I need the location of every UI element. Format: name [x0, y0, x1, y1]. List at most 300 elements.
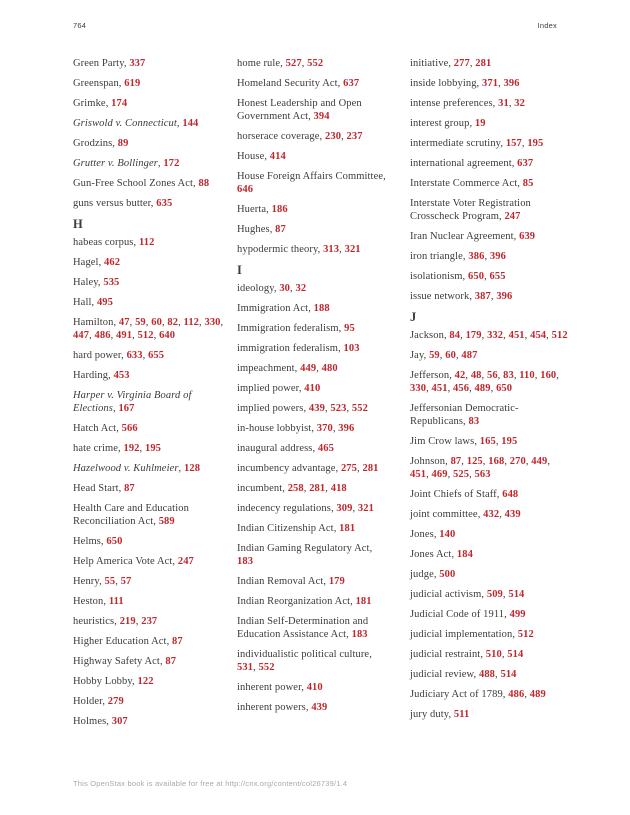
index-entry: Jeffersonian Democratic-Republicans, 83 [410, 403, 519, 427]
index-term: Indian Reorganization Act [237, 596, 351, 607]
page-ref: 59 [135, 317, 146, 328]
index-term: judicial activism [410, 589, 482, 600]
index-term: inside lobbying [410, 78, 477, 89]
index-entry: Jones, 140 [410, 529, 456, 540]
page-ref: 449 [531, 456, 548, 467]
index-entry: Hamilton, 47, 59, 60, 82, 112, 330, 447, 486, 491, 512, 640 [73, 317, 224, 341]
index-term: issue network [410, 291, 470, 302]
page-ref: 281 [475, 58, 492, 69]
running-head-title: Index [537, 21, 557, 30]
index-term: Hughes [237, 224, 270, 235]
section-letter: H [73, 217, 83, 231]
page-ref: 275 [340, 463, 358, 474]
index-column [237, 57, 387, 721]
page-ref: 186 [271, 204, 288, 215]
page-ref: 486 [508, 689, 525, 700]
index-term: Green Party [73, 58, 124, 69]
index-term: Griswold v. Connecticut [73, 118, 177, 129]
page-ref: 110 [519, 370, 535, 381]
index-term: Hatch Act [73, 423, 117, 434]
page-ref: 439 [308, 403, 325, 414]
index-term: Huerta [237, 204, 267, 215]
index-entry: Grutter v. Bollinger, 172 [73, 158, 180, 169]
page-ref: 491 [116, 330, 133, 341]
index-term: Jim Crow laws [410, 436, 475, 447]
index-entry: joint committee, 432, 439 [410, 509, 521, 520]
index-entry: international agreement, 637 [410, 158, 534, 169]
index-term: Highway Safety Act [73, 656, 160, 667]
index-entry: Grodzins, 89 [73, 138, 129, 149]
page-ref: 462 [104, 257, 121, 268]
page-ref: 179 [465, 330, 482, 341]
index-term: Gun-Free School Zones Act [73, 178, 194, 189]
page-ref: 85 [522, 178, 534, 189]
page-ref: 181 [339, 523, 356, 534]
index-entry: Jim Crow laws, 165, 195 [410, 436, 518, 447]
page-ref: 527 [285, 58, 302, 69]
page-ref: 55 [104, 576, 116, 587]
index-term: inherent power [237, 682, 302, 693]
page-ref: 48 [470, 370, 482, 381]
page-ref: 32 [295, 283, 307, 294]
index-term: Hazelwood v. Kuhlmeier [73, 463, 179, 474]
index-term: Holder [73, 696, 103, 707]
index-term: international agreement [410, 158, 512, 169]
section-letter: J [410, 310, 417, 324]
page-ref: 195 [501, 436, 518, 447]
page-ref: 59 [429, 350, 440, 361]
index-term: in-house lobbyist [237, 423, 312, 434]
page-ref: 181 [355, 596, 372, 607]
page-ref: 439 [311, 702, 328, 713]
index-entry: Harding, 453 [73, 370, 130, 381]
page-ref: 512 [551, 330, 568, 341]
page-ref: 387 [474, 291, 491, 302]
page-ref: 184 [456, 549, 473, 560]
page-ref: 451 [508, 330, 525, 341]
index-entry: Homeland Security Act, 637 [237, 78, 360, 89]
page-ref: 307 [111, 716, 128, 727]
index-entry: implied powers, 439, 523, 552 [237, 403, 368, 414]
index-term: implied power [237, 383, 299, 394]
index-term: Haley [73, 277, 98, 288]
index-entry: individualistic political culture, 531, 552 [237, 649, 372, 673]
page-ref: 650 [468, 271, 485, 282]
page-ref: 451 [431, 383, 448, 394]
index-term: horserace coverage [237, 131, 320, 142]
index-entry: issue network, 387, 396 [410, 291, 513, 302]
page-ref: 432 [483, 509, 500, 520]
page-ref: 394 [313, 111, 330, 122]
page-ref: 337 [129, 58, 146, 69]
index-entry: jury duty, 511 [410, 709, 470, 720]
page-ref: 619 [124, 78, 141, 89]
index-entry: Interstate Commerce Act, 85 [410, 178, 534, 189]
page-ref: 165 [479, 436, 496, 447]
page-ref: 87 [165, 656, 177, 667]
index-entry: Grimke, 174 [73, 98, 128, 109]
index-entry: Judicial Code of 1911, 499 [410, 609, 526, 620]
index-term: intense preferences [410, 98, 493, 109]
page-ref: 84 [449, 330, 461, 341]
page-ref: 552 [307, 58, 324, 69]
index-term: inherent powers [237, 702, 306, 713]
index-term: Immigration Act [237, 303, 309, 314]
index-entry: Hatch Act, 566 [73, 423, 138, 434]
page-ref: 510 [485, 649, 502, 660]
page-ref: 188 [313, 303, 330, 314]
page-ref: 370 [316, 423, 333, 434]
page-ref: 313 [323, 244, 340, 255]
page-ref: 172 [163, 158, 180, 169]
page-ref: 552 [351, 403, 368, 414]
index-entry: incumbent, 258, 281, 418 [237, 483, 347, 494]
page-ref: 183 [237, 556, 254, 567]
index-entry: Highway Safety Act, 87 [73, 656, 177, 667]
page-ref: 57 [120, 576, 132, 587]
page-ref: 87 [172, 636, 183, 647]
page-ref: 247 [177, 556, 194, 567]
page-ref: 95 [344, 323, 355, 334]
page-ref: 82 [167, 317, 179, 328]
index-term: Interstate Commerce Act [410, 178, 518, 189]
page-ref: 167 [118, 403, 135, 414]
index-entry: Johnson, 87, 125, 168, 270, 449, 451, 469, 525, 563 [410, 456, 551, 480]
page-ref: 486 [94, 330, 111, 341]
page-ref: 396 [489, 251, 506, 262]
index-entry: judicial review, 488, 514 [410, 669, 517, 680]
index-entry: Immigration Act, 188 [237, 303, 330, 314]
index-term: habeas corpus [73, 237, 134, 248]
index-entry: Judiciary Act of 1789, 486, 489 [410, 689, 546, 700]
index-entry: Holder, 279 [73, 696, 124, 707]
index-entry: incumbency advantage, 275, 281 [237, 463, 379, 474]
index-entry: guns versus butter, 635 [73, 198, 173, 209]
index-entry: Immigration federalism, 95 [237, 323, 355, 334]
index-term: guns versus butter [73, 198, 151, 209]
page-ref: 418 [330, 483, 347, 494]
page-ref: 552 [258, 662, 275, 673]
page-ref: 566 [121, 423, 138, 434]
index-entry: House Foreign Affairs Committee, 646 [237, 171, 386, 195]
index-term: Hobby Lobby [73, 676, 133, 687]
page-ref: 30 [279, 283, 291, 294]
index-entry: Jackson, 84, 179, 332, 451, 454, 512 [410, 330, 568, 341]
index-term: individualistic political culture [237, 649, 370, 660]
index-entry: Jefferson, 42, 48, 56, 83, 110, 160, 330, 451, 456, 489, 650 [410, 370, 560, 394]
page-ref: 157 [505, 138, 522, 149]
page-ref: 321 [357, 503, 374, 514]
page-ref: 449 [300, 363, 317, 374]
index-term: Jefferson [410, 370, 450, 381]
index-term: home rule [237, 58, 281, 69]
page-ref: 386 [468, 251, 485, 262]
page-ref: 88 [198, 178, 210, 189]
index-term: Jackson [410, 330, 444, 341]
page-ref: 525 [453, 469, 470, 480]
page-ref: 330 [410, 383, 427, 394]
index-entry: Indian Self-Determination and Education Assistance Act, 183 [237, 616, 369, 640]
page-ref: 111 [108, 596, 124, 607]
page-ref: 639 [519, 231, 536, 242]
index-entry: Hobby Lobby, 122 [73, 676, 154, 687]
index-term: Indian Gaming Regulatory Act [237, 543, 370, 554]
index-entry: horserace coverage, 230, 237 [237, 131, 363, 142]
index-term: indecency regulations [237, 503, 331, 514]
index-entry: hypodermic theory, 313, 321 [237, 244, 361, 255]
page-ref: 281 [362, 463, 379, 474]
index-term: Grodzins [73, 138, 113, 149]
page-ref: 128 [184, 463, 201, 474]
index-entry: Gun-Free School Zones Act, 88 [73, 178, 210, 189]
index-entry: Holmes, 307 [73, 716, 128, 727]
index-column [73, 57, 225, 735]
index-entry: judicial restraint, 510, 514 [410, 649, 524, 660]
page-ref: 465 [317, 443, 334, 454]
index-entry: Haley, 535 [73, 277, 120, 288]
page-ref: 640 [159, 330, 176, 341]
index-term: Judiciary Act of 1789 [410, 689, 503, 700]
page-ref: 60 [445, 350, 456, 361]
page-ref: 655 [148, 350, 165, 361]
page-ref: 396 [496, 291, 513, 302]
index-entry: Hughes, 87 [237, 224, 286, 235]
page-ref: 112 [138, 237, 155, 248]
index-term: impeachment [237, 363, 295, 374]
index-entry: Indian Gaming Regulatory Act, 183 [237, 543, 373, 567]
page-ref: 514 [507, 649, 524, 660]
page-ref: 480 [321, 363, 338, 374]
index-entry: home rule, 527, 552 [237, 58, 324, 69]
index-entry: judicial implementation, 512 [410, 629, 534, 640]
index-term: Helms [73, 536, 101, 547]
index-entry: inaugural address, 465 [237, 443, 334, 454]
index-term: Holmes [73, 716, 107, 727]
index-entry: Hagel, 462 [73, 257, 121, 268]
index-entry: inherent power, 410 [237, 682, 323, 693]
index-entry: habeas corpus, 112 [73, 237, 155, 248]
page-ref: 32 [514, 98, 525, 109]
index-term: Johnson [410, 456, 446, 467]
page-ref: 42 [454, 370, 466, 381]
page-ref: 237 [141, 616, 158, 627]
page-ref: 489 [474, 383, 491, 394]
index-entry: Green Party, 337 [73, 58, 146, 69]
page-ref: 637 [343, 78, 360, 89]
page-ref: 650 [496, 383, 513, 394]
index-term: Jones Act [410, 549, 452, 560]
index-term: immigration federalism [237, 343, 339, 354]
page-ref: 144 [182, 118, 199, 129]
index-entry: Help America Vote Act, 247 [73, 556, 194, 567]
index-term: judicial implementation [410, 629, 513, 640]
page-ref: 410 [304, 383, 321, 394]
index-term: Interstate Voter Registration Crosscheck Program [410, 198, 531, 222]
page-ref: 89 [117, 138, 129, 149]
index-entry: Interstate Voter Registration Crosscheck Program, 247 [410, 198, 531, 222]
page-ref: 47 [118, 317, 130, 328]
index-term: iron triangle [410, 251, 463, 262]
index-entry: intense preferences, 31, 32 [410, 98, 525, 109]
index-term: joint committee [410, 509, 478, 520]
page-ref: 499 [509, 609, 526, 620]
page-ref: 509 [486, 589, 503, 600]
index-term: isolationism [410, 271, 463, 282]
page-ref: 125 [466, 456, 483, 467]
page-ref: 279 [107, 696, 124, 707]
page-ref: 635 [156, 198, 173, 209]
page-ref: 112 [183, 317, 200, 328]
index-term: judicial restraint [410, 649, 481, 660]
index-entry: judge, 500 [410, 569, 456, 580]
index-entry: hate crime, 192, 195 [73, 443, 162, 454]
page-ref: 87 [275, 224, 286, 235]
index-entry: House, 414 [237, 151, 286, 162]
index-term: Judicial Code of 1911 [410, 609, 505, 620]
page-ref: 489 [529, 689, 546, 700]
page-number: 764 [73, 21, 87, 30]
page-ref: 371 [482, 78, 499, 89]
index-term: incumbency advantage [237, 463, 336, 474]
index-entry: judicial activism, 509, 514 [410, 589, 525, 600]
index-term: ideology [237, 283, 274, 294]
index-entry: Head Start, 87 [73, 483, 135, 494]
index-entry: Higher Education Act, 87 [73, 636, 183, 647]
index-term: judicial review [410, 669, 474, 680]
page-ref: 495 [96, 297, 113, 308]
page-ref: 237 [346, 131, 363, 142]
index-entry: isolationism, 650, 655 [410, 271, 506, 282]
page-ref: 523 [330, 403, 347, 414]
index-entry: indecency regulations, 309, 321 [237, 503, 374, 514]
index-term: Help America Vote Act [73, 556, 173, 567]
page-ref: 56 [486, 370, 498, 381]
page-ref: 514 [508, 589, 525, 600]
page-ref: 447 [73, 330, 90, 341]
page-ref: 500 [439, 569, 456, 580]
index-term: Hall [73, 297, 92, 308]
page-ref: 589 [158, 516, 175, 527]
index-term: Henry [73, 576, 100, 587]
index-term: Harding [73, 370, 109, 381]
page-ref: 637 [517, 158, 534, 169]
index-term: Jeffersonian Democratic-Republicans [410, 403, 519, 427]
page-ref: 230 [325, 131, 342, 142]
page-ref: 469 [431, 469, 448, 480]
index-entry: Indian Citizenship Act, 181 [237, 523, 356, 534]
index-entry: Helms, 650 [73, 536, 123, 547]
index-entry: inherent powers, 439 [237, 702, 328, 713]
index-term: Joint Chiefs of Staff [410, 489, 497, 500]
page-ref: 454 [530, 330, 547, 341]
index-entry: Hall, 495 [73, 297, 113, 308]
page-ref: 414 [269, 151, 286, 162]
page-ref: 270 [509, 456, 526, 467]
index-term: intermediate scrutiny [410, 138, 501, 149]
page-ref: 514 [500, 669, 517, 680]
index-entry: Jones Act, 184 [410, 549, 473, 560]
page-ref: 195 [144, 443, 162, 454]
index-term: Indian Self-Determination and Education Assistance Act [237, 616, 369, 640]
index-entry: implied power, 410 [237, 383, 321, 394]
page-ref: 160 [540, 370, 557, 381]
page-ref: 103 [343, 343, 360, 354]
index-term: Head Start [73, 483, 119, 494]
page-ref: 321 [344, 244, 361, 255]
index-term: hypodermic theory [237, 244, 318, 255]
index-entry: Health Care and Education Reconciliation Act, 589 [73, 503, 189, 527]
index-entry: immigration federalism, 103 [237, 343, 360, 354]
index-entry: Griswold v. Connecticut, 144 [73, 118, 199, 129]
index-entry: Hazelwood v. Kuhlmeier, 128 [73, 463, 201, 474]
page-ref: 563 [474, 469, 491, 480]
index-entry: Huerta, 186 [237, 204, 288, 215]
index-term: Homeland Security Act [237, 78, 338, 89]
index-term: Higher Education Act [73, 636, 167, 647]
page-ref: 281 [309, 483, 326, 494]
index-entry: Joint Chiefs of Staff, 648 [410, 489, 519, 500]
page-ref: 396 [503, 78, 520, 89]
index-entry: hard power, 633, 655 [73, 350, 165, 361]
page-ref: 410 [306, 682, 323, 693]
page-ref: 330 [204, 317, 221, 328]
index-entry: heuristics, 219, 237 [73, 616, 158, 627]
footer-note: This OpenStax book is available for free at http://cnx.org/content/col26739/1.4 [73, 779, 348, 788]
index-term: initiative [410, 58, 449, 69]
index-entry: inside lobbying, 371, 396 [410, 78, 520, 89]
index-term: Indian Citizenship Act [237, 523, 334, 534]
index-entry: in-house lobbyist, 370, 396 [237, 423, 355, 434]
index-term: Grimke [73, 98, 106, 109]
index-term: Immigration federalism [237, 323, 339, 334]
index-term: Iran Nuclear Agreement [410, 231, 514, 242]
index-term: Greenspan [73, 78, 119, 89]
page-ref: 650 [106, 536, 123, 547]
index-term: House [237, 151, 265, 162]
page-ref: 439 [504, 509, 521, 520]
page-ref: 140 [439, 529, 456, 540]
index-term: House Foreign Affairs Committee [237, 171, 384, 182]
page-ref: 192 [123, 443, 140, 454]
page-ref: 277 [453, 58, 470, 69]
page-ref: 87 [124, 483, 135, 494]
index-term: hard power [73, 350, 122, 361]
index-term: Heston [73, 596, 104, 607]
page-ref: 451 [410, 469, 427, 480]
index-term: Jones [410, 529, 434, 540]
page-ref: 396 [338, 423, 355, 434]
page-ref: 83 [468, 416, 480, 427]
page-ref: 512 [517, 629, 534, 640]
index-term: hate crime [73, 443, 119, 454]
page-ref: 309 [336, 503, 353, 514]
index-term: Health Care and Education Reconciliation Act [73, 503, 189, 527]
page-ref: 633 [126, 350, 143, 361]
index-term: implied powers [237, 403, 304, 414]
index-term: jury duty [410, 709, 449, 720]
index-entry: Indian Removal Act, 179 [237, 576, 345, 587]
page-ref: 219 [119, 616, 136, 627]
page-ref: 488 [478, 669, 496, 680]
index-term: Jay [410, 350, 424, 361]
index-entry: Heston, 111 [73, 596, 124, 607]
index-entry: Henry, 55, 57 [73, 576, 132, 587]
page-ref: 87 [450, 456, 462, 467]
page-ref: 122 [137, 676, 154, 687]
page-ref: 258 [287, 483, 304, 494]
page-ref: 83 [503, 370, 514, 381]
page-ref: 646 [237, 184, 254, 195]
